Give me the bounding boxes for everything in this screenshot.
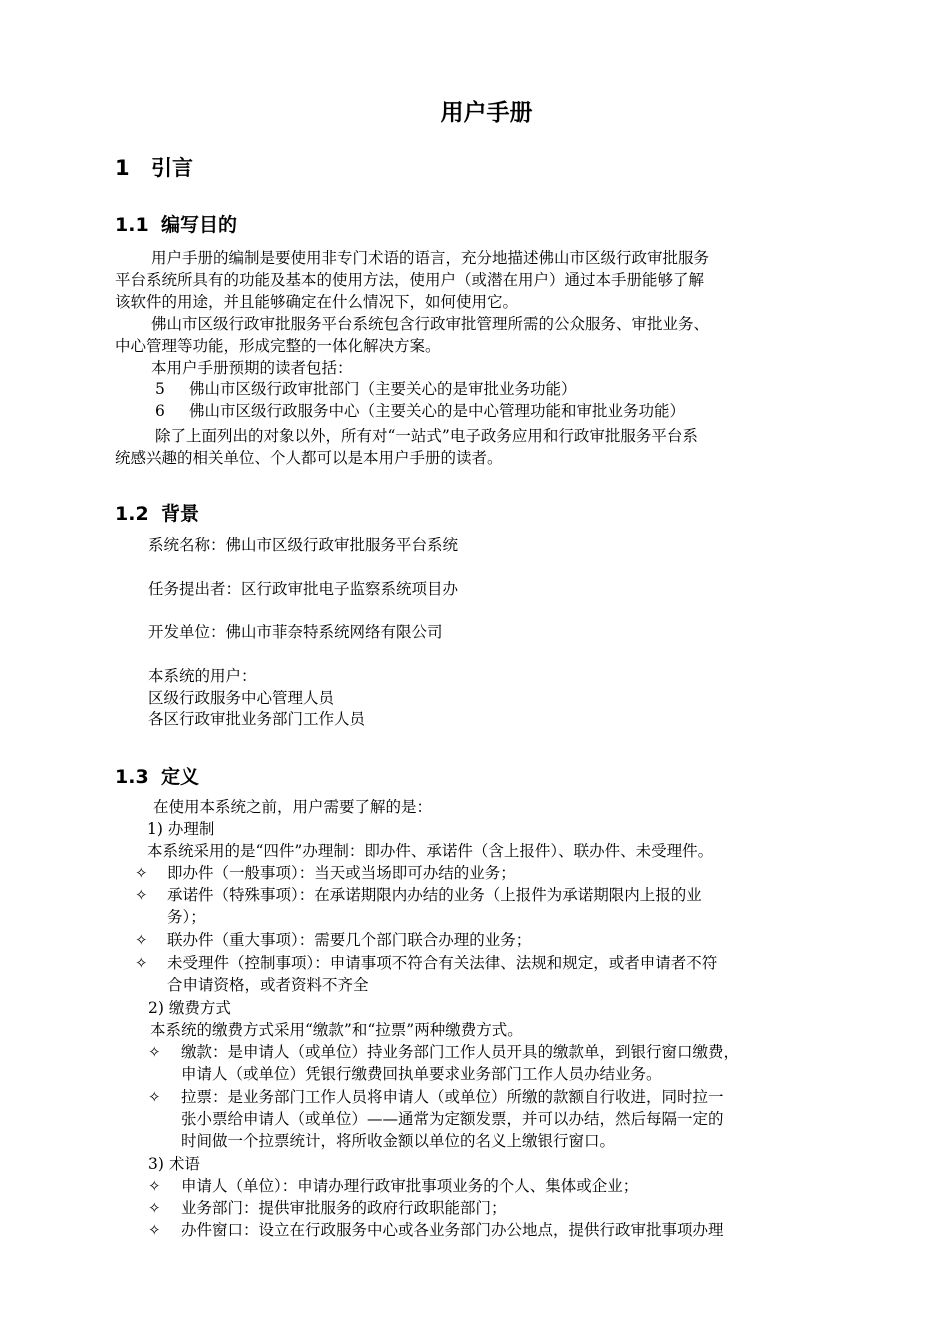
bullet-text: 即办件（一般事项）：当天或当场即可办结的业务； bbox=[167, 864, 516, 882]
section-heading-purpose bbox=[115, 210, 237, 237]
bullet-text: 时间做一个拉票统计，将所收金额以单位的名义上缴银行窗口。 bbox=[181, 1132, 616, 1150]
system-name: 系统名称：佛山市区级行政审批服务平台系统 bbox=[148, 536, 459, 554]
bullet-icon: ✧ bbox=[135, 954, 148, 972]
paragraph-line: 佛山市区级行政审批服务平台系统包含行政审批管理所需的公众服务、审批业务、 bbox=[151, 315, 710, 333]
bullet-text: 业务部门：提供审批服务的政府行政职能部门； bbox=[181, 1199, 507, 1217]
list-number: 6 bbox=[155, 402, 165, 420]
bullet-text: 申请人（或单位）凭银行缴费回执单要求业务部门工作人员办结业务。 bbox=[181, 1065, 662, 1083]
task-proposer: 任务提出者：区行政审批电子监察系统项目办 bbox=[148, 580, 459, 598]
paragraph-line: 统感兴趣的相关单位、个人都可以是本用户手册的读者。 bbox=[115, 449, 503, 467]
reader-list-item bbox=[155, 379, 577, 400]
bullet-icon: ✧ bbox=[148, 1177, 161, 1195]
user-item: 各区行政审批业务部门工作人员 bbox=[148, 710, 366, 728]
bullet-text: 张小票给申请人（或单位）——通常为定额发票，并可以办结，然后每隔一定的 bbox=[181, 1110, 724, 1128]
paragraph-line: 除了上面列出的对象以外，所有对“一站式”电子政务应用和行政审批服务平台系 bbox=[155, 427, 698, 445]
section-number: 1 bbox=[115, 156, 130, 180]
bullet-text: 未受理件（控制事项）：申请事项不符合有关法律、法规和规定，或者申请者不符 bbox=[167, 954, 718, 972]
section-title: 引言 bbox=[151, 156, 193, 180]
list-number: 5 bbox=[155, 380, 165, 398]
paragraph-line: 该软件的用途，并且能够确定在什么情况下，如何使用它。 bbox=[115, 293, 519, 311]
user-item: 区级行政服务中心管理人员 bbox=[148, 689, 335, 707]
paragraph-line: 平台系统所具有的功能及基本的使用方法，使用户（或潜在用户）通过本手册能够了解 bbox=[115, 271, 705, 289]
list-text: 佛山市区级行政审批部门（主要关心的是审批业务功能） bbox=[189, 380, 577, 398]
section-heading-definitions bbox=[115, 762, 199, 789]
bullet-text: 缴款：是申请人（或单位）持业务部门工作人员开具的缴款单，到银行窗口缴费， bbox=[181, 1043, 740, 1061]
section-title: 背景 bbox=[161, 503, 200, 525]
bullet-icon: ✧ bbox=[135, 931, 148, 949]
section-title: 定义 bbox=[161, 766, 200, 788]
bullet-text: 承诺件（特殊事项）：在承诺期限内办结的业务（上报件为承诺期限内上报的业 bbox=[167, 886, 702, 904]
paragraph-line: 在使用本系统之前，用户需要了解的是： bbox=[153, 798, 433, 816]
section-heading-intro bbox=[115, 152, 193, 182]
section-number: 1.1 bbox=[115, 214, 149, 236]
bullet-text: 拉票：是业务部门工作人员将申请人（或单位）所缴的款额自行收进，同时拉一 bbox=[181, 1088, 724, 1106]
bullet-icon: ✧ bbox=[148, 1043, 161, 1061]
bullet-text: 联办件（重大事项）：需要几个部门联合办理的业务； bbox=[167, 931, 532, 949]
bullet-icon: ✧ bbox=[148, 1088, 161, 1106]
numbered-item: 2) 缴费方式 bbox=[148, 999, 231, 1017]
bullet-icon: ✧ bbox=[148, 1221, 161, 1239]
bullet-text: 办件窗口：设立在行政服务中心或各业务部门办公地点，提供行政审批事项办理 bbox=[181, 1221, 724, 1239]
section-number: 1.3 bbox=[115, 766, 149, 788]
bullet-text: 务）； bbox=[167, 908, 206, 926]
reader-list-item bbox=[155, 401, 685, 422]
bullet-icon: ✧ bbox=[135, 864, 148, 882]
list-text: 佛山市区级行政服务中心（主要关心的是中心管理功能和审批业务功能） bbox=[189, 402, 686, 420]
users-label: 本系统的用户： bbox=[148, 667, 257, 685]
bullet-text: 合申请资格，或者资料不齐全 bbox=[167, 976, 369, 994]
numbered-item: 1) 办理制 bbox=[147, 820, 215, 838]
developer: 开发单位：佛山市菲奈特系统网络有限公司 bbox=[148, 623, 443, 641]
paragraph-line: 用户手册的编制是要使用非专门术语的语言，充分地描述佛山市区级行政审批服务 bbox=[151, 249, 710, 267]
bullet-icon: ✧ bbox=[148, 1199, 161, 1217]
section-title: 编写目的 bbox=[161, 214, 238, 236]
paragraph-line: 中心管理等功能，形成完整的一体化解决方案。 bbox=[115, 337, 441, 355]
bullet-icon: ✧ bbox=[135, 886, 148, 904]
numbered-item: 3) 术语 bbox=[148, 1155, 200, 1173]
paragraph-line: 本系统的缴费方式采用“缴款”和“拉票”两种缴费方式。 bbox=[150, 1021, 523, 1039]
paragraph-line: 本用户手册预期的读者包括： bbox=[151, 359, 353, 377]
document-title: 用户手册 bbox=[440, 100, 533, 126]
paragraph-line: 本系统采用的是“四件”办理制：即办件、承诺件（含上报件）、联办件、未受理件。 bbox=[147, 842, 714, 860]
section-heading-background bbox=[115, 499, 199, 526]
section-number: 1.2 bbox=[115, 503, 149, 525]
bullet-text: 申请人（单位）：申请办理行政审批事项业务的个人、集体或企业； bbox=[181, 1177, 639, 1195]
